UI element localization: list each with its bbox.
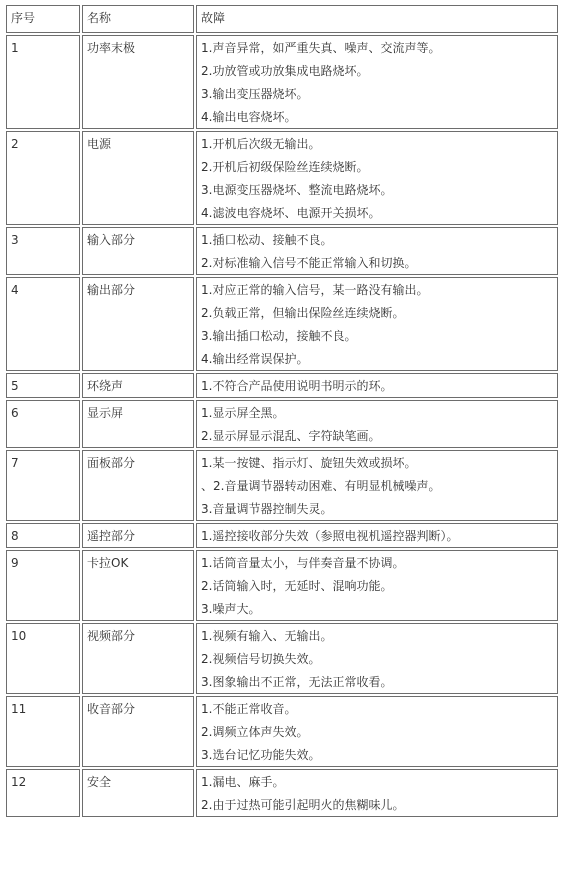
fault-item: 1.插口松动、接触不良。 — [201, 233, 333, 247]
fault-item: 1.不符合产品使用说明书明示的环。 — [201, 379, 393, 393]
row-number: 8 — [6, 523, 80, 548]
row-name: 安全 — [82, 769, 194, 817]
table-row — [6, 131, 558, 225]
row-number: 10 — [6, 623, 80, 694]
row-faults — [196, 400, 558, 448]
row-faults — [196, 523, 558, 548]
header-name: 名称 — [82, 5, 194, 33]
fault-item: 1.视频有输入、无输出。 — [201, 629, 333, 643]
table-row — [6, 623, 558, 694]
fault-item: 3.输出插口松动，接触不良。 — [201, 329, 357, 343]
row-number: 2 — [6, 131, 80, 225]
fault-item: 1.话筒音量太小，与伴奏音量不协调。 — [201, 556, 405, 570]
row-number: 12 — [6, 769, 80, 817]
table-body — [6, 35, 558, 817]
row-name: 显示屏 — [82, 400, 194, 448]
row-faults — [196, 35, 558, 129]
fault-item: 3.图象输出不正常，无法正常收看。 — [201, 675, 393, 689]
table-header-row — [6, 5, 558, 33]
row-faults — [196, 696, 558, 767]
fault-item: 3.音量调节器控制失灵。 — [201, 502, 333, 516]
fault-item: 1.显示屏全黑。 — [201, 406, 285, 420]
row-faults — [196, 550, 558, 621]
row-name: 输出部分 — [82, 277, 194, 371]
row-name: 电源 — [82, 131, 194, 225]
row-number: 9 — [6, 550, 80, 621]
row-name: 输入部分 — [82, 227, 194, 275]
fault-item: 2.视频信号切换失效。 — [201, 652, 321, 666]
fault-item: 3.电源变压器烧坏、整流电路烧坏。 — [201, 183, 393, 197]
row-faults — [196, 769, 558, 817]
fault-item: 2.负载正常，但输出保险丝连续烧断。 — [201, 306, 405, 320]
fault-item: 3.选台记忆功能失效。 — [201, 748, 321, 762]
fault-item: 1.漏电、麻手。 — [201, 775, 285, 789]
table-row — [6, 450, 558, 521]
fault-item: 3.输出变压器烧坏。 — [201, 87, 309, 101]
row-name: 环绕声 — [82, 373, 194, 398]
row-number: 6 — [6, 400, 80, 448]
row-number: 5 — [6, 373, 80, 398]
table-row — [6, 400, 558, 448]
row-number: 3 — [6, 227, 80, 275]
row-name: 面板部分 — [82, 450, 194, 521]
table-row — [6, 227, 558, 275]
fault-item: 2.调频立体声失效。 — [201, 725, 309, 739]
row-number: 4 — [6, 277, 80, 371]
table-row — [6, 550, 558, 621]
fault-item: 2.显示屏显示混乱、字符缺笔画。 — [201, 429, 381, 443]
fault-item: 1.遥控接收部分失效（参照电视机遥控器判断）。 — [201, 529, 459, 543]
row-faults — [196, 373, 558, 398]
header-number: 序号 — [6, 5, 80, 33]
fault-item: 4.输出电容烧坏。 — [201, 110, 297, 124]
fault-item: 2.功放管或功放集成电路烧坏。 — [201, 64, 369, 78]
row-faults — [196, 450, 558, 521]
fault-item: 2.由于过热可能引起明火的焦糊味儿。 — [201, 798, 405, 812]
table-row — [6, 696, 558, 767]
row-name: 视频部分 — [82, 623, 194, 694]
row-faults — [196, 277, 558, 371]
row-number: 11 — [6, 696, 80, 767]
row-faults — [196, 623, 558, 694]
fault-item: 、2.音量调节器转动困难、有明显机械噪声。 — [201, 479, 441, 493]
table-row — [6, 523, 558, 548]
row-number: 1 — [6, 35, 80, 129]
row-name: 功率末极 — [82, 35, 194, 129]
fault-item: 1.某一按键、指示灯、旋钮失效或损坏。 — [201, 456, 417, 470]
fault-item: 3.噪声大。 — [201, 602, 261, 616]
table-row — [6, 35, 558, 129]
table-row — [6, 373, 558, 398]
fault-item: 1.声音异常，如严重失真、噪声、交流声等。 — [201, 41, 441, 55]
row-faults — [196, 227, 558, 275]
row-name: 遥控部分 — [82, 523, 194, 548]
fault-item: 1.开机后次级无输出。 — [201, 137, 321, 151]
table-row — [6, 277, 558, 371]
fault-item: 1.对应正常的输入信号，某一路没有输出。 — [201, 283, 429, 297]
table-row — [6, 769, 558, 817]
header-fault: 故障 — [196, 5, 558, 33]
fault-item: 2.话筒输入时，无延时、混响功能。 — [201, 579, 393, 593]
fault-item: 1.不能正常收音。 — [201, 702, 297, 716]
row-number: 7 — [6, 450, 80, 521]
fault-item: 4.输出经常误保护。 — [201, 352, 309, 366]
row-name: 收音部分 — [82, 696, 194, 767]
fault-table — [4, 3, 560, 819]
fault-item: 4.滤波电容烧坏、电源开关损坏。 — [201, 206, 381, 220]
row-name: 卡拉OK — [82, 550, 194, 621]
fault-item: 2.开机后初级保险丝连续烧断。 — [201, 160, 369, 174]
row-faults — [196, 131, 558, 225]
fault-item: 2.对标准输入信号不能正常输入和切换。 — [201, 256, 417, 270]
